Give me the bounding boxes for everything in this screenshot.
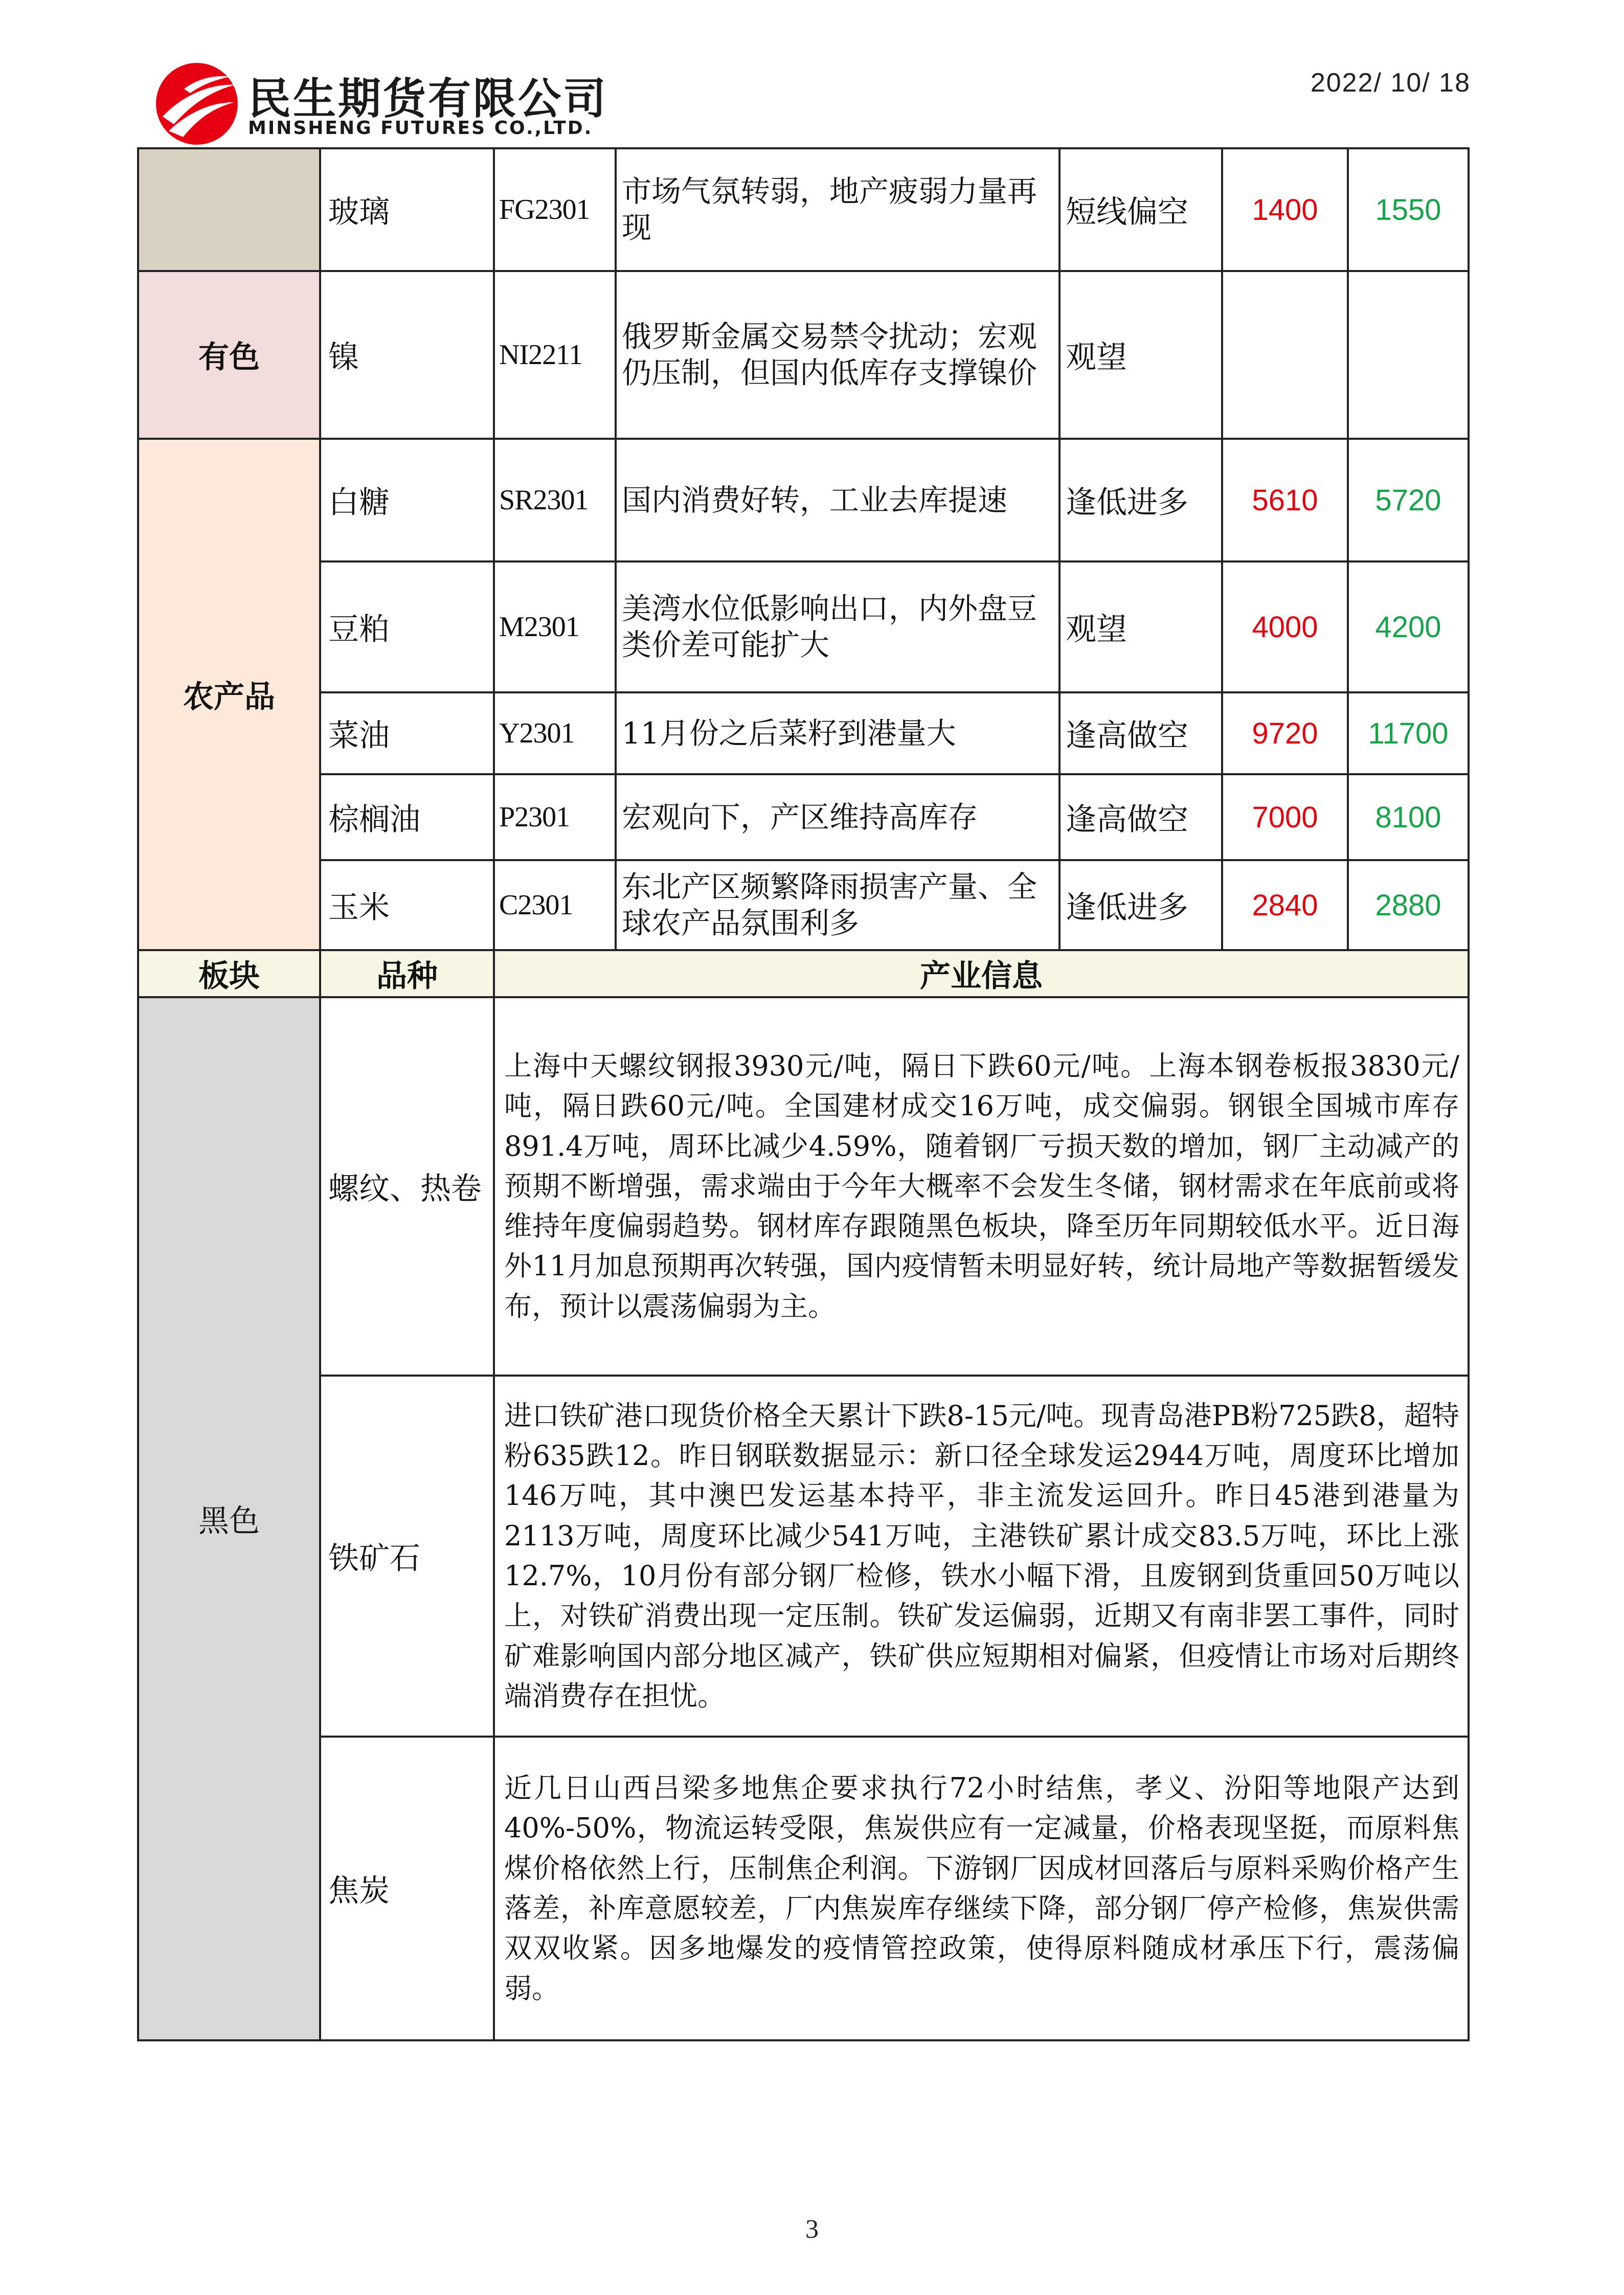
price-low: 2840 (1222, 860, 1348, 950)
price-high: 1550 (1348, 148, 1469, 271)
variety-name: 焦炭 (320, 1737, 494, 2040)
price-high (1348, 271, 1469, 439)
price-low: 7000 (1222, 774, 1348, 860)
table-row (138, 1376, 1469, 1737)
company-name-en: MINSHENG FUTURES CO.,LTD. (248, 118, 593, 139)
trade-direction: 观望 (1059, 271, 1222, 439)
reason-text: 俄罗斯金属交易禁令扰动；宏观仍压制，但国内低库存支撑镍价 (616, 271, 1059, 439)
variety-name: 镍 (320, 271, 494, 439)
industry-info-text: 进口铁矿港口现货价格全天累计下跌8-15元/吨。现青岛港PB粉725跌8，超特粉635跌12。昨日钢联数据显示：新口径全球发运2944万吨，周度环比增加146万吨，其中澳巴发运基本持平，非主流发运回升。昨日45港到港量为2113万吨，周度环比减少541万吨，主港铁矿累计成交83.5万吨，环比上涨12.7%，10月份有部分钢厂检修，铁水小幅下滑，且废钢到货重回50万吨以上，对铁矿消费出现一定压制。铁矿发运偏弱，近期又有南非罢工事件，同时矿难影响国内部分地区减产，铁矿供应短期相对偏紧，但疫情让市场对后期终端消费存在担忧。 (494, 1376, 1469, 1737)
sector-cell-glass (138, 148, 320, 271)
table-row (138, 997, 1469, 1376)
table-row (138, 774, 1469, 860)
variety-name: 菜油 (320, 692, 494, 774)
table-row (138, 271, 1469, 439)
trade-direction: 短线偏空 (1059, 148, 1222, 271)
industry-info-text: 近几日山西吕梁多地焦企要求执行72小时结焦，孝义、汾阳等地限产达到40%-50%，物流运转受限，焦炭供应有一定减量，价格表现坚挺，而原料焦煤价格依然上行，压制焦企利润。下游钢厂因成材回落后与原料采购价格产生落差，补库意愿较差，厂内焦炭库存继续下降，部分钢厂停产检修，焦炭供需双双收紧。因多地爆发的疫情管控政策，使得原料随成材承压下行，震荡偏弱。 (494, 1737, 1469, 2040)
industry-info-text: 上海中天螺纹钢报3930元/吨，隔日下跌60元/吨。上海本钢卷板报3830元/吨，隔日跌60元/吨。全国建材成交16万吨，成交偏弱。钢银全国城市库存891.4万吨，周环比减少4.59%，随着钢厂亏损天数的增加，钢厂主动减产的预期不断增强，需求端由于今年大概率不会发生冬储，钢材需求在年底前或将维持年度偏弱趋势。钢材库存跟随黑色板块，降至历年同期较低水平。近日海外11月加息预期再次转强，国内疫情暂未明显好转，统计局地产等数据暂缓发布，预计以震荡偏弱为主。 (494, 997, 1469, 1376)
price-low: 1400 (1222, 148, 1348, 271)
reason-text: 东北产区频繁降雨损害产量、全球农产品氛围利多 (616, 860, 1059, 950)
table-row (138, 561, 1469, 692)
price-high: 8100 (1348, 774, 1469, 860)
contract-code: NI2211 (494, 271, 616, 439)
price-high: 5720 (1348, 439, 1469, 561)
table-row (138, 692, 1469, 774)
reason-text: 11月份之后菜籽到港量大 (616, 692, 1059, 774)
info-header-row (138, 950, 1469, 997)
reason-text: 宏观向下，产区维持高库存 (616, 774, 1059, 860)
report-date: 2022/ 10/ 18 (1310, 68, 1471, 98)
strategy-table (137, 147, 1470, 2041)
minsheng-logo-icon (153, 60, 240, 147)
price-low: 4000 (1222, 561, 1348, 692)
contract-code: FG2301 (494, 148, 616, 271)
trade-direction: 逢高做空 (1059, 774, 1222, 860)
sector-label-agri: 农产品 (138, 439, 320, 950)
table-row (138, 1737, 1469, 2040)
variety-name: 玻璃 (320, 148, 494, 271)
trade-direction: 逢低进多 (1059, 439, 1222, 561)
price-low: 9720 (1222, 692, 1348, 774)
company-logo (153, 60, 644, 147)
page-number: 3 (805, 2215, 819, 2244)
price-high: 4200 (1348, 561, 1469, 692)
trade-direction: 逢高做空 (1059, 692, 1222, 774)
price-low: 5610 (1222, 439, 1348, 561)
sector-label-nonferrous: 有色 (138, 271, 320, 439)
price-low (1222, 271, 1348, 439)
reason-text: 国内消费好转，工业去库提速 (616, 439, 1059, 561)
price-high: 11700 (1348, 692, 1469, 774)
header-industry-info: 产业信息 (494, 950, 1469, 997)
variety-name: 螺纹、热卷 (320, 997, 494, 1376)
contract-code: P2301 (494, 774, 616, 860)
contract-code: SR2301 (494, 439, 616, 561)
variety-name: 玉米 (320, 860, 494, 950)
sector-label-black: 黑色 (138, 997, 320, 2040)
variety-name: 豆粕 (320, 561, 494, 692)
header-sector: 板块 (138, 950, 320, 997)
contract-code: C2301 (494, 860, 616, 950)
price-high: 2880 (1348, 860, 1469, 950)
trade-direction: 观望 (1059, 561, 1222, 692)
header-variety: 品种 (320, 950, 494, 997)
variety-name: 棕榈油 (320, 774, 494, 860)
variety-name: 铁矿石 (320, 1376, 494, 1737)
table-row (138, 148, 1469, 271)
table-row (138, 439, 1469, 561)
company-name-cn: 民生期货有限公司 (248, 74, 608, 124)
reason-text: 市场气氛转弱，地产疲弱力量再现 (616, 148, 1059, 271)
contract-code: M2301 (494, 561, 616, 692)
variety-name: 白糖 (320, 439, 494, 561)
reason-text: 美湾水位低影响出口，内外盘豆类价差可能扩大 (616, 561, 1059, 692)
trade-direction: 逢低进多 (1059, 860, 1222, 950)
contract-code: Y2301 (494, 692, 616, 774)
table-row (138, 860, 1469, 950)
